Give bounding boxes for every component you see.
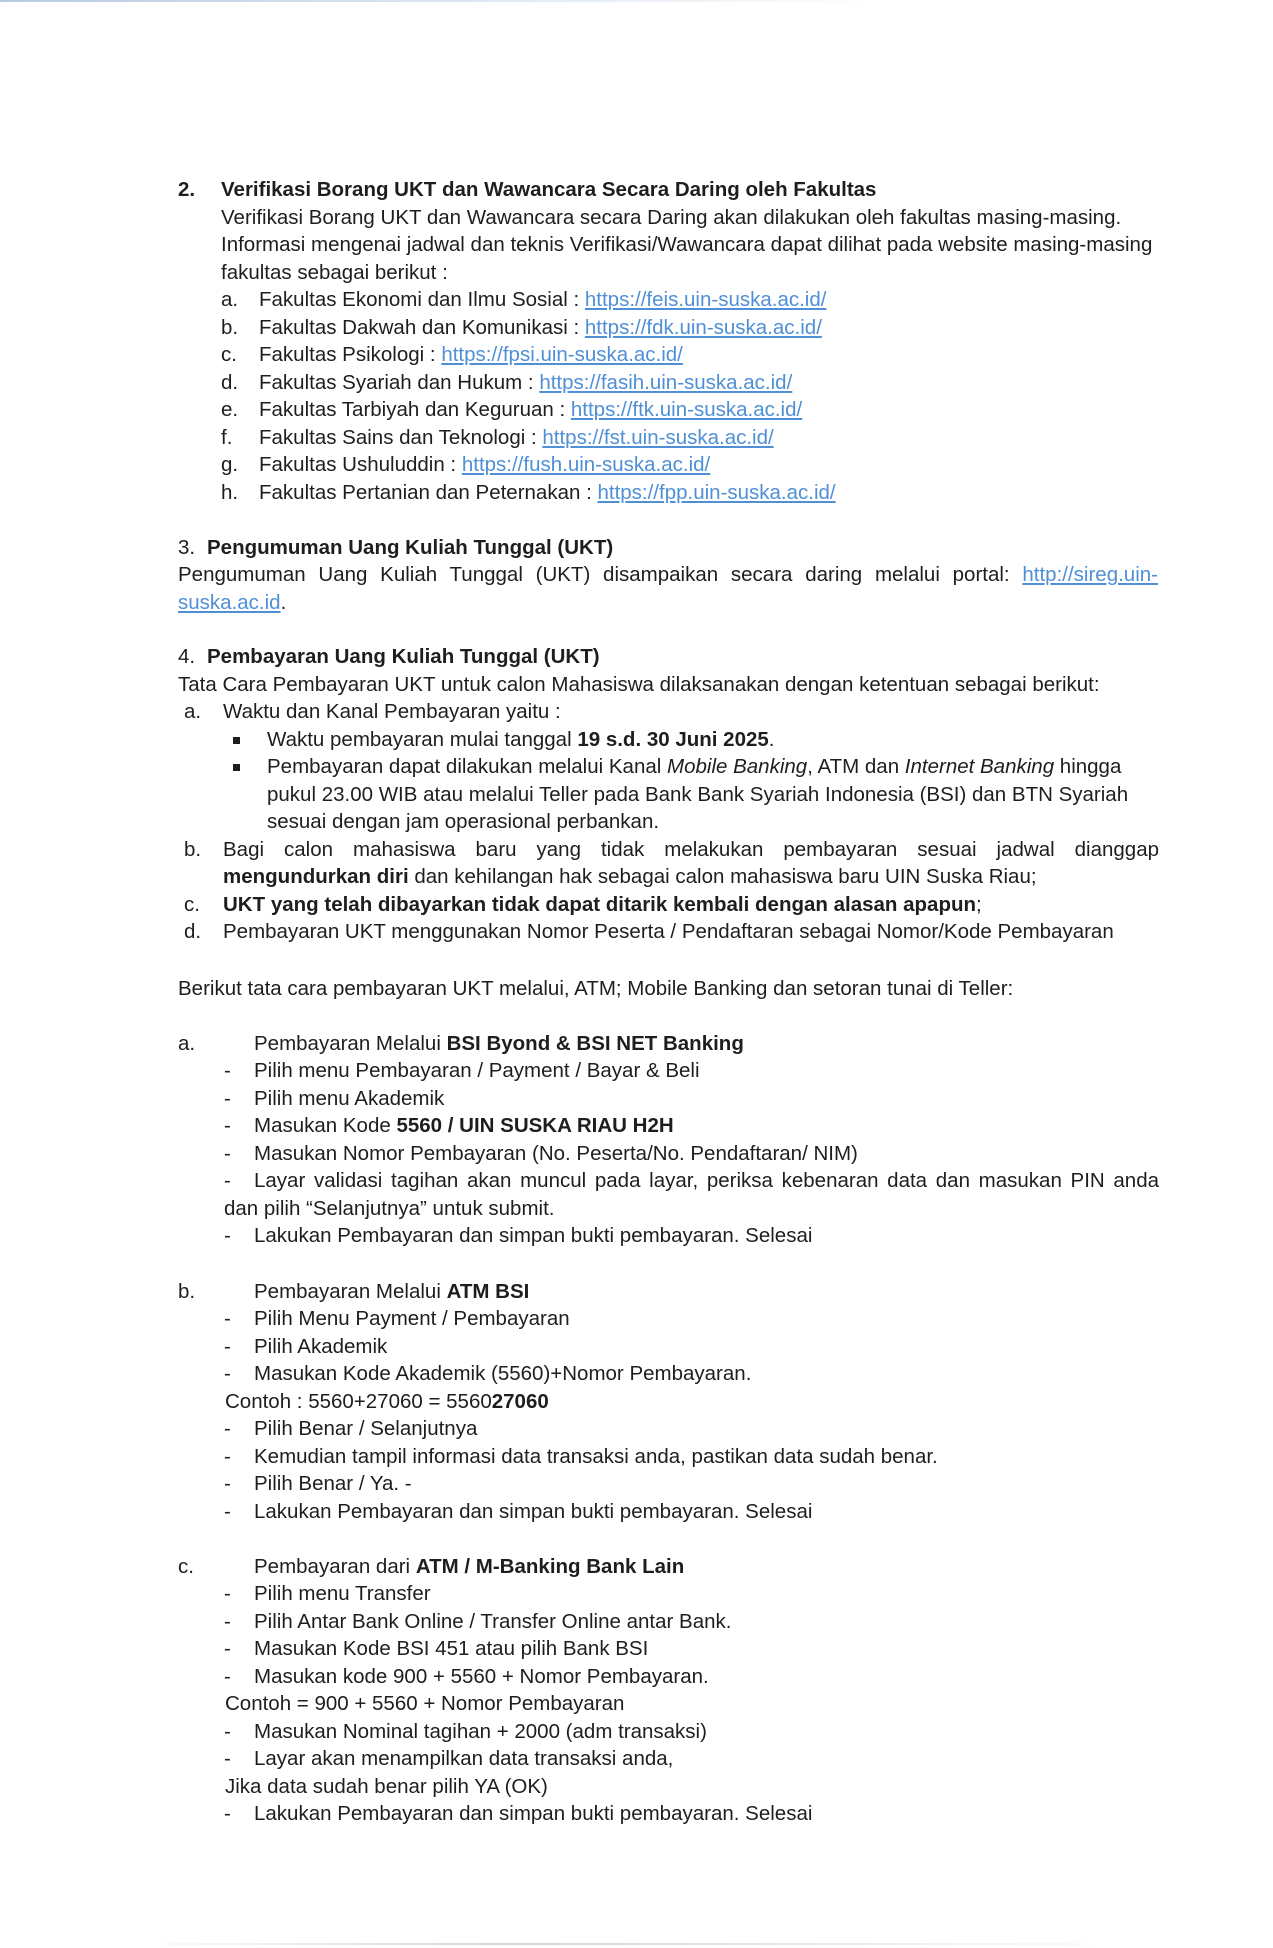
sireg-portal-link-continued[interactable]: suska.ac.id xyxy=(178,591,281,614)
dash-icon: - xyxy=(224,1114,231,1137)
faculty-name: Fakultas Psikologi : xyxy=(259,343,436,366)
faculty-link[interactable]: https://fpsi.uin-suska.ac.id/ xyxy=(441,343,683,366)
mobile-banking-term: Mobile Banking xyxy=(667,755,808,778)
method-c-channel: ATM / M-Banking Bank Lain xyxy=(415,1555,685,1578)
step-item: Lakukan Pembayaran dan simpan bukti pembayaran. Selesai xyxy=(254,1802,813,1825)
faculty-letter: d. xyxy=(221,371,239,394)
faculty-name: Fakultas Dakwah dan Komunikasi : xyxy=(259,316,580,339)
dash-icon: - xyxy=(224,1637,231,1660)
method-a-heading xyxy=(254,1030,744,1058)
bullet-icon xyxy=(233,737,240,744)
faculty-item xyxy=(221,424,774,452)
section-4-item-letter: a. xyxy=(184,700,202,723)
payment-code-rule: Pembayaran UKT menggunakan Nomor Peserta / Pendaftaran sebagai Nomor/Kode Pembayaran xyxy=(223,920,1114,943)
example-line: Contoh = 900 + 5560 + Nomor Pembayaran xyxy=(225,1692,625,1715)
step-item: Masukan Kode BSI 451 atau pilih Bank BSI xyxy=(254,1637,649,1660)
no-refund-semicolon: ; xyxy=(976,893,982,916)
faculty-item xyxy=(221,479,836,507)
step-item: Pilih menu Transfer xyxy=(254,1582,431,1605)
section-4-number: 4. xyxy=(178,645,196,668)
payment-channel-text: hingga xyxy=(1054,755,1122,778)
faculty-link[interactable]: https://fst.uin-suska.ac.id/ xyxy=(542,426,774,449)
step-item: Masukan Nomor Pembayaran (No. Peserta/No. Pendaftaran/ NIM) xyxy=(254,1142,858,1165)
faculty-link[interactable]: https://fush.uin-suska.ac.id/ xyxy=(461,453,711,476)
faculty-item xyxy=(221,396,802,424)
dash-icon: - xyxy=(224,1059,231,1082)
method-a-channel: BSI Byond & BSI NET Banking xyxy=(446,1032,744,1055)
section-4-intro: Tata Cara Pembayaran UKT untuk calon Mahasiswa dilaksanakan dengan ketentuan sebagai berikut: xyxy=(178,673,1100,696)
example-text: Contoh : 5560+27060 = 5560 xyxy=(225,1390,492,1413)
step-item: Kemudian tampil informasi data transaksi anda, pastikan data sudah benar. xyxy=(254,1445,938,1468)
step-item: Layar validasi tagihan akan muncul pada layar, periksa kebenaran data dan masukan PIN anda xyxy=(254,1169,1159,1192)
bullet-icon xyxy=(233,764,240,771)
method-heading-text: Pembayaran dari xyxy=(254,1555,416,1578)
payment-window-heading: Waktu dan Kanal Pembayaran yaitu : xyxy=(223,700,561,723)
confirm-note: Jika data sudah benar pilih YA (OK) xyxy=(225,1775,548,1798)
internet-banking-term: Internet Banking xyxy=(904,755,1055,778)
method-a-letter: a. xyxy=(178,1032,196,1055)
faculty-letter: a. xyxy=(221,288,239,311)
faculty-letter: b. xyxy=(221,316,239,339)
faculty-letter: c. xyxy=(221,343,237,366)
method-c-heading xyxy=(254,1553,684,1581)
faculty-name: Fakultas Tarbiyah dan Keguruan : xyxy=(259,398,566,421)
sireg-portal-link[interactable]: http://sireg.uin- xyxy=(1022,563,1158,586)
section-2-paragraph-line: fakultas sebagai berikut : xyxy=(221,261,448,284)
faculty-name: Fakultas Ushuluddin : xyxy=(259,453,457,476)
method-c-letter: c. xyxy=(178,1555,194,1578)
section-3-title: Pengumuman Uang Kuliah Tunggal (UKT) xyxy=(207,536,614,559)
method-heading-text: Pembayaran Melalui xyxy=(254,1032,447,1055)
step-text: Masukan Kode xyxy=(254,1114,397,1137)
scan-edge-bottom xyxy=(0,1943,1273,1945)
faculty-letter: g. xyxy=(221,453,239,476)
step-item: Pilih Menu Payment / Pembayaran xyxy=(254,1307,570,1330)
step-item: Layar akan menampilkan data transaksi anda, xyxy=(254,1747,674,1770)
step-item: Pilih Benar / Ya. - xyxy=(254,1472,412,1495)
section-3-link-continuation xyxy=(178,589,286,617)
late-payment-rule: Bagi calon mahasiswa baru yang tidak melakukan pembayaran sesuai jadwal dianggap xyxy=(223,838,1159,861)
section-2-paragraph-line: Informasi mengenai jadwal dan teknis Verifikasi/Wawancara dapat dilihat pada website masing-masing xyxy=(221,233,1153,256)
faculty-item xyxy=(221,369,792,397)
faculty-item xyxy=(221,451,710,479)
no-refund-rule xyxy=(223,891,982,919)
late-payment-rule-continued xyxy=(223,863,1037,891)
section-4-item-letter: d. xyxy=(184,920,202,943)
dash-icon: - xyxy=(224,1802,231,1825)
step-item: Masukan Nominal tagihan + 2000 (adm transaksi) xyxy=(254,1720,707,1743)
section-4-item-letter: c. xyxy=(184,893,200,916)
section-3-period: . xyxy=(280,591,287,614)
payment-date-text: Waktu pembayaran mulai tanggal xyxy=(267,728,578,751)
faculty-link[interactable]: https://feis.uin-suska.ac.id/ xyxy=(584,288,827,311)
payment-date-range: 19 s.d. 30 Juni 2025 xyxy=(577,728,769,751)
method-b-channel: ATM BSI xyxy=(446,1280,530,1303)
step-item: Pilih menu Pembayaran / Payment / Bayar & Beli xyxy=(254,1059,700,1082)
example-number: 27060 xyxy=(491,1390,549,1413)
faculty-link[interactable]: https://fasih.uin-suska.ac.id/ xyxy=(539,371,793,394)
step-item: Masukan kode 900 + 5560 + Nomor Pembayaran. xyxy=(254,1665,709,1688)
method-heading-text: Pembayaran Melalui xyxy=(254,1280,447,1303)
payment-channel-line xyxy=(267,753,1121,781)
dash-icon: - xyxy=(224,1665,231,1688)
dash-icon: - xyxy=(224,1224,231,1247)
scan-edge-top xyxy=(0,0,1273,2)
dash-icon: - xyxy=(224,1142,231,1165)
step-item: Pilih Benar / Selanjutnya xyxy=(254,1417,478,1440)
section-2-title: Verifikasi Borang UKT dan Wawancara Secara Daring oleh Fakultas xyxy=(221,178,877,201)
late-payment-rule-text: dan kehilangan hak sebagai calon mahasiswa baru UIN Suska Riau; xyxy=(408,865,1037,888)
faculty-item xyxy=(221,314,822,342)
dash-icon: - xyxy=(224,1472,231,1495)
faculty-link[interactable]: https://ftk.uin-suska.ac.id/ xyxy=(570,398,803,421)
step-item: Lakukan Pembayaran dan simpan bukti pembayaran. Selesai xyxy=(254,1224,813,1247)
faculty-name: Fakultas Syariah dan Hukum : xyxy=(259,371,534,394)
dash-icon: - xyxy=(224,1335,231,1358)
section-3-text xyxy=(178,561,1158,589)
section-4-title: Pembayaran Uang Kuliah Tunggal (UKT) xyxy=(207,645,600,668)
step-item: Pilih menu Akademik xyxy=(254,1087,445,1110)
faculty-letter: h. xyxy=(221,481,239,504)
faculty-name: Fakultas Pertanian dan Peternakan : xyxy=(259,481,592,504)
step-item xyxy=(254,1112,674,1140)
step-item: Masukan Kode Akademik (5560)+Nomor Pembayaran. xyxy=(254,1362,752,1385)
dash-icon: - xyxy=(224,1417,231,1440)
section-2-paragraph-line: Verifikasi Borang UKT dan Wawancara secara Daring akan dilakukan oleh fakultas masing-masing. xyxy=(221,206,1122,229)
faculty-name: Fakultas Ekonomi dan Ilmu Sosial : xyxy=(259,288,580,311)
dash-icon: - xyxy=(224,1307,231,1330)
method-b-heading xyxy=(254,1278,529,1306)
payment-channel-text: Pembayaran dapat dilakukan melalui Kanal xyxy=(267,755,668,778)
step-item: Pilih Akademik xyxy=(254,1335,388,1358)
faculty-item xyxy=(221,341,683,369)
faculty-link[interactable]: https://fpp.uin-suska.ac.id/ xyxy=(597,481,836,504)
example-line xyxy=(225,1388,549,1416)
dash-icon: - xyxy=(224,1362,231,1385)
section-3-text-body: Pengumuman Uang Kuliah Tunggal (UKT) disampaikan secara daring melalui portal: xyxy=(178,563,1010,586)
no-refund-text: UKT yang telah dibayarkan tidak dapat ditarik kembali dengan alasan apapun xyxy=(223,893,977,916)
dash-icon: - xyxy=(224,1169,231,1192)
section-2-number: 2. xyxy=(178,178,196,201)
dash-icon: - xyxy=(224,1610,231,1633)
faculty-letter: f. xyxy=(221,426,233,449)
step-item-continued: dan pilih “Selanjutnya” untuk submit. xyxy=(224,1197,555,1220)
payment-date-line xyxy=(267,726,774,754)
payment-date-period: . xyxy=(768,728,775,751)
payment-methods-intro: Berikut tata cara pembayaran UKT melalui, ATM; Mobile Banking dan setoran tunai di Teller: xyxy=(178,977,1014,1000)
section-3-number: 3. xyxy=(178,536,196,559)
withdrawn-term: mengundurkan diri xyxy=(223,865,409,888)
dash-icon: - xyxy=(224,1087,231,1110)
faculty-letter: e. xyxy=(221,398,239,421)
payment-channel-text: , ATM dan xyxy=(807,755,905,778)
biller-code: 5560 / UIN SUSKA RIAU H2H xyxy=(396,1114,674,1137)
faculty-name: Fakultas Sains dan Teknologi : xyxy=(259,426,537,449)
step-item: Lakukan Pembayaran dan simpan bukti pembayaran. Selesai xyxy=(254,1500,813,1523)
method-b-letter: b. xyxy=(178,1280,196,1303)
payment-channel-line: pukul 23.00 WIB atau melalui Teller pada Bank Bank Syariah Indonesia (BSI) dan BTN Syariah xyxy=(267,783,1129,806)
dash-icon: - xyxy=(224,1582,231,1605)
dash-icon: - xyxy=(224,1747,231,1770)
payment-channel-line: sesuai dengan jam operasional perbankan. xyxy=(267,810,660,833)
dash-icon: - xyxy=(224,1500,231,1523)
section-4-item-letter: b. xyxy=(184,838,202,861)
faculty-link[interactable]: https://fdk.uin-suska.ac.id/ xyxy=(584,316,822,339)
dash-icon: - xyxy=(224,1720,231,1743)
dash-icon: - xyxy=(224,1445,231,1468)
step-item: Pilih Antar Bank Online / Transfer Online antar Bank. xyxy=(254,1610,732,1633)
faculty-item xyxy=(221,286,826,314)
